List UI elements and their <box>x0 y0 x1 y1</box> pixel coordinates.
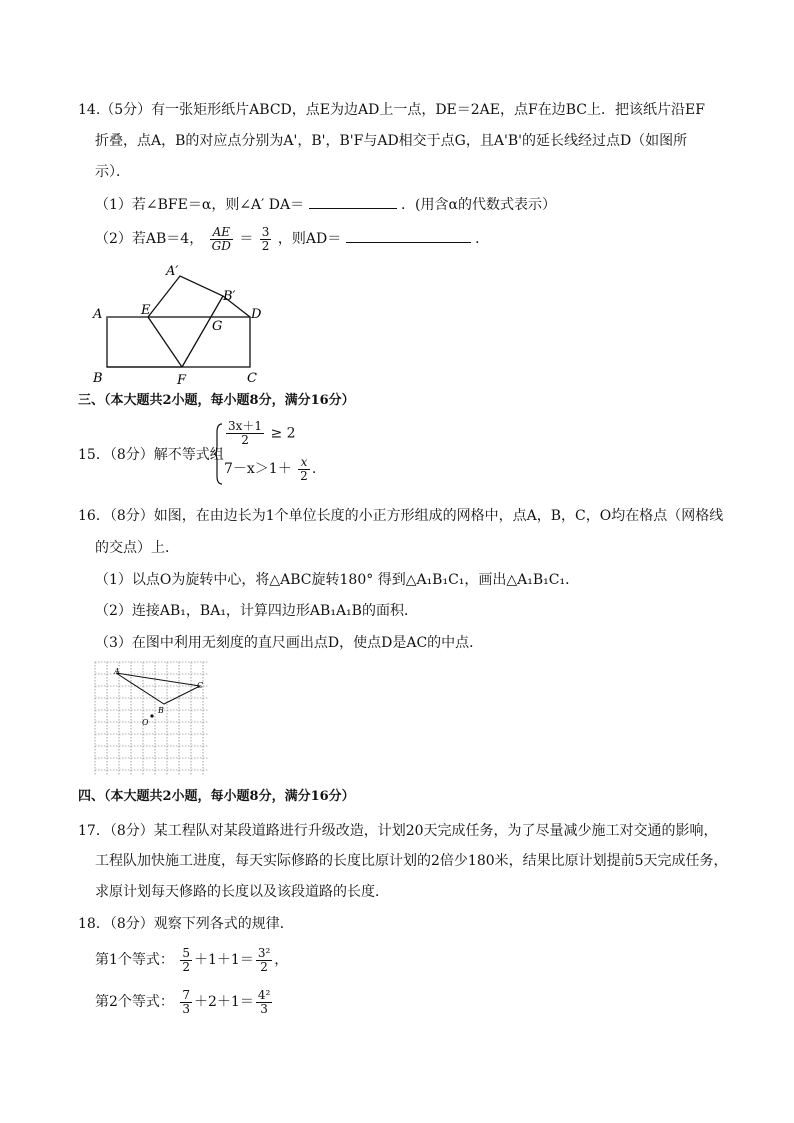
frac-numerator: 3 <box>261 224 270 239</box>
q16-part1: （1）以点O为旋转中心，将△ABC旋转180° 得到△A₁B₁C₁，画出△A₁B₁C₁． <box>95 572 580 588</box>
frac-numerator: 3x＋1 <box>228 419 263 433</box>
q14-line3: 示）． <box>95 164 130 180</box>
frac-denominator: 3 <box>182 1001 191 1016</box>
q17-line1: 17．（8分）某工程队对某段道路进行升级改造，计划20天完成任务，为了尽量减少施工对交通的影响， <box>78 823 718 839</box>
q14-part1 <box>95 194 556 215</box>
eq2-fraction-left <box>180 989 192 1016</box>
eq2-label: 第2个等式： <box>95 994 174 1010</box>
ineq1-rhs: ≥ 2 <box>270 425 296 442</box>
frac-denominator: GD <box>211 238 231 253</box>
frac-numerator: 4² <box>257 987 271 1002</box>
frac-denominator: 2 <box>182 959 191 974</box>
q14-part2-text: （2）若AB＝4， <box>95 231 204 247</box>
frac-numerator: 7 <box>182 987 191 1002</box>
point-o <box>150 714 153 717</box>
answer-blank-1[interactable] <box>309 194 397 209</box>
inequality-1 <box>224 420 296 447</box>
q14-line2: 折叠，点A，B的对应点分别为A'，B'，B'F与AD相交于点G，且A'B'的延长线经过点D（如图所 <box>95 133 688 149</box>
system-brace <box>214 422 224 486</box>
q14-part2-end: ． <box>475 231 490 247</box>
ineq2-end: . <box>311 461 317 477</box>
eq1-end: ， <box>274 952 289 968</box>
q14-part1-hint: ．(用含α的代数式表示） <box>401 197 556 213</box>
label-b-prime: B′ <box>223 289 236 304</box>
ratio-fraction-ae-gd <box>210 226 233 253</box>
q16-part3: （3）在图中利用无刻度的直尺画出点D，使点D是AC的中点． <box>95 635 484 651</box>
grid-label-a: A <box>114 667 120 676</box>
triangle-abc <box>116 673 200 704</box>
eq1-fraction-left <box>180 947 192 974</box>
fold-rectangle-figure <box>85 258 275 388</box>
ineq2-lhs: 7－x＞1＋ <box>224 461 292 477</box>
eq1-label: 第1个等式： <box>95 952 174 968</box>
frac-denominator: 2 <box>300 468 308 483</box>
q18-equation-1 <box>95 942 288 978</box>
grid-lines <box>95 662 209 776</box>
eq2-middle: ＋2＋1＝ <box>194 994 254 1010</box>
label-f: F <box>177 373 187 388</box>
frac-numerator: x <box>298 456 310 470</box>
frac-numerator: AE <box>210 226 233 240</box>
section-4-heading: 四、（本大题共2小题，每小题8分，满分16分） <box>78 789 355 804</box>
q14-part2 <box>95 224 489 254</box>
equals-sign: ＝ <box>239 231 254 247</box>
grid-label-b: B <box>158 706 164 715</box>
q17-line2: 工程队加快施工进度，每天实际修路的长度比原计划的2倍少180米，结果比原计划提前5天完成任务， <box>95 853 728 869</box>
eq1-fraction-right <box>256 947 272 974</box>
label-c: C <box>247 371 257 386</box>
label-g: G <box>212 319 223 334</box>
q17-line3: 求原计划每天修路的长度以及该段道路的长度． <box>95 884 389 900</box>
q14-part2-ask: ，则AD＝ <box>277 231 342 247</box>
label-e: E <box>141 303 151 318</box>
q14-line1: 14.（5分）有一张矩形纸片ABCD，点E为边AD上一点，DE＝2AE，点F在边BC上．把该纸片沿EF <box>78 102 705 118</box>
q16-line1: 16．（8分）如图，在由边长为1个单位长度的小正方形组成的网格中，点A，B，C，O均在格点（网格线 <box>78 508 724 524</box>
eq1-middle: ＋1＋1＝ <box>194 952 254 968</box>
grid-label-c: C <box>197 681 204 690</box>
ineq1-fraction <box>226 420 264 447</box>
answer-blank-2[interactable] <box>346 228 471 243</box>
label-a: A <box>93 307 103 322</box>
frac-numerator: 5 <box>182 945 191 960</box>
inequality-2 <box>224 455 316 483</box>
ineq2-fraction <box>298 456 310 483</box>
frac-numerator: 3² <box>257 945 271 960</box>
label-a-prime: A′ <box>166 264 179 279</box>
grid-figure <box>94 661 212 777</box>
ratio-fraction-3-2 <box>260 226 272 253</box>
frac-denominator: 2 <box>241 433 249 447</box>
frac-denominator: 2 <box>260 959 268 974</box>
eq2-fraction-right <box>256 989 272 1016</box>
grid-label-o: O <box>142 718 149 727</box>
fold-line-ef <box>148 317 182 367</box>
q15-label: 15．（8分）解不等式组 <box>78 447 224 463</box>
rectangle-abcd <box>107 317 250 367</box>
q16-line2: 的交点）上． <box>95 540 179 556</box>
label-b: B <box>93 371 103 386</box>
q18-line1: 18．（8分）观察下列各式的规律． <box>78 916 294 932</box>
q16-part2: （2）连接AB₁，BA₁，计算四边形AB₁A₁B的面积． <box>95 603 418 619</box>
q14-part1-text: （1）若∠BFE＝α，则∠A′ DA＝ <box>95 197 305 213</box>
frac-denominator: 3 <box>260 1001 268 1016</box>
frac-denominator: 2 <box>261 238 270 253</box>
section-3-heading: 三、（本大题共2小题，每小题8分，满分16分） <box>78 393 355 408</box>
label-d: D <box>251 307 262 322</box>
q18-equation-2 <box>95 984 274 1020</box>
